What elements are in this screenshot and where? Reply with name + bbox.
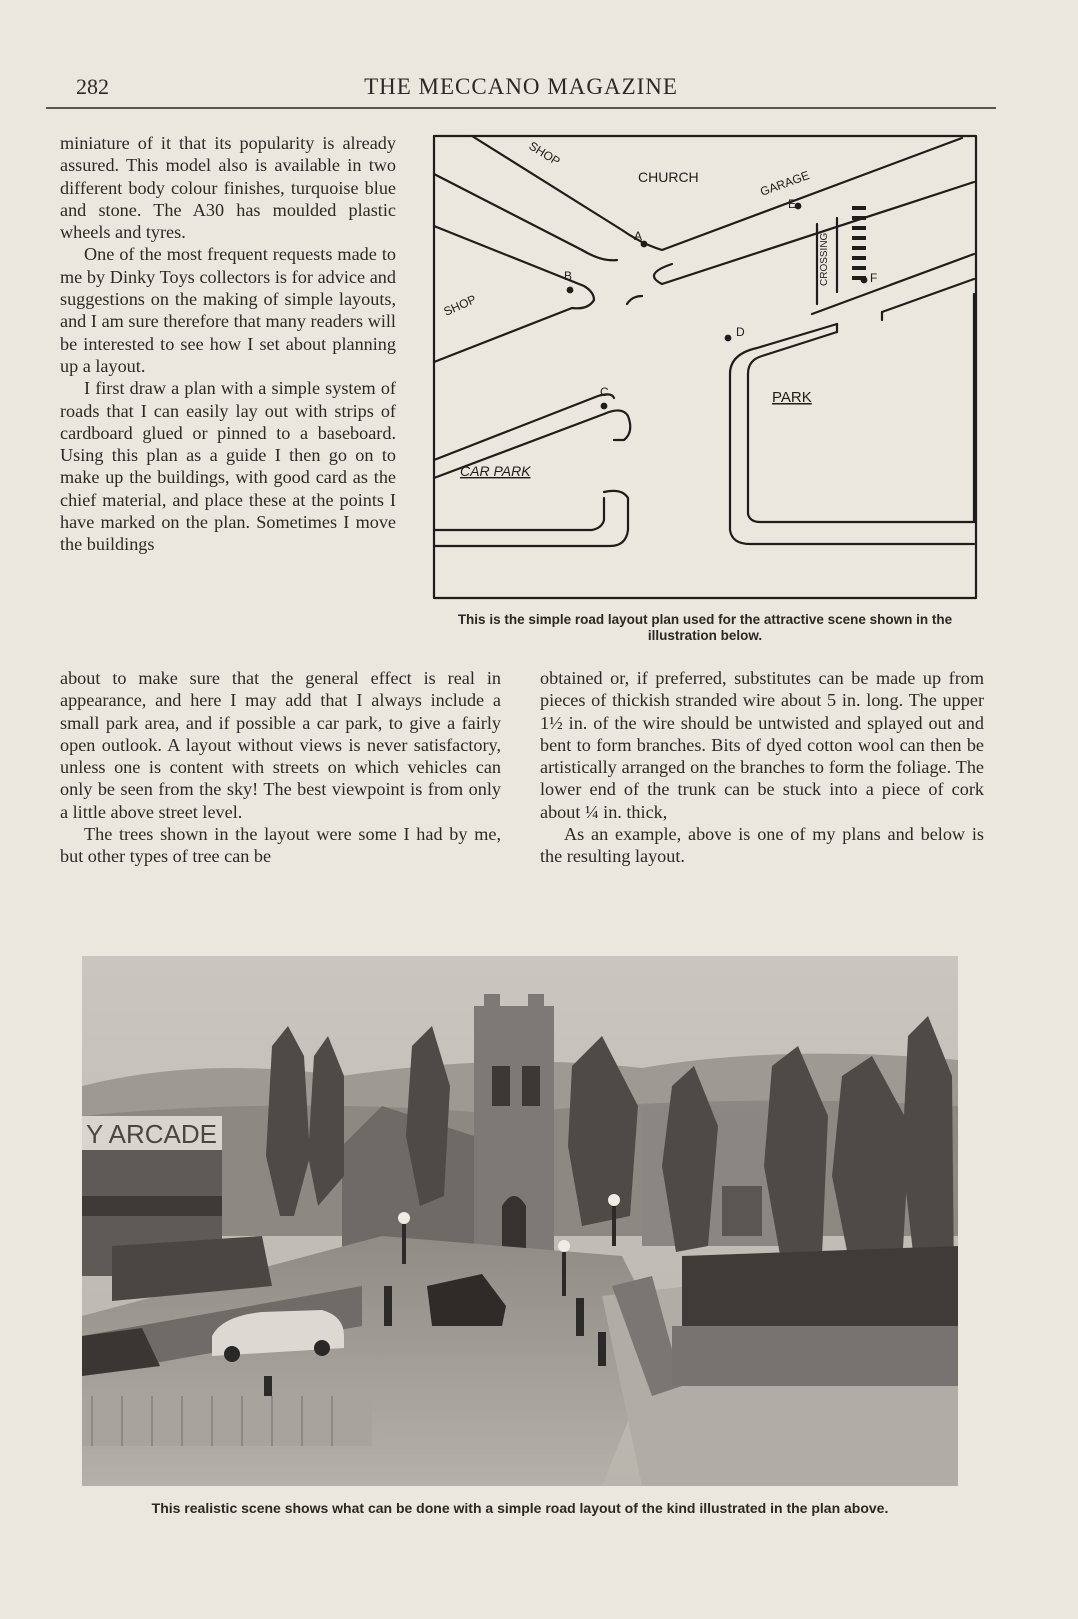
- plan-label-park: PARK: [772, 389, 812, 406]
- article-column-left: [60, 667, 501, 868]
- plan-label-shop-left: SHOP: [441, 292, 479, 319]
- layout-photo: [82, 956, 958, 1486]
- plan-point-b: B: [564, 269, 573, 283]
- paragraph: about to make sure that the general effect is real in appearance, and here I may add that I always include a small park area, and if possible a car park, to give a fairly open outlook. A layout without views is never satisfactory, unless one is content with streets on which vehicles can only be seen from the sky! The best viewpoint is from only a little above street level.: [60, 668, 501, 822]
- plan-label-car-park: CAR PARK: [460, 463, 531, 479]
- article-column-right: [540, 667, 984, 868]
- plan-point-f: F: [870, 271, 878, 285]
- article-column-top: [60, 132, 396, 556]
- plan-point-c: C: [600, 385, 609, 399]
- plan-caption: This is the simple road layout plan used for the attractive scene shown in the illustration below.: [457, 612, 953, 643]
- paragraph: As an example, above is one of my plans and below is the resulting layout.: [540, 824, 984, 867]
- arcade-sign: Y ARCADE: [86, 1119, 218, 1149]
- header-divider: [46, 107, 996, 109]
- plan-point-e: E: [788, 197, 797, 211]
- paragraph: The trees shown in the layout were some I had by me, but other types of tree can be: [60, 824, 501, 867]
- plan-label-garage: GARAGE: [758, 168, 812, 199]
- paragraph: obtained or, if preferred, substitutes can be made up from pieces of thickish stranded wire about 5 in. long. The upper 1½ in. of the wire should be untwisted and splayed out and bent to form branches. Bits of dyed cotton wool can then be artistically arranged on the branches to form the foliage. The lower end of the trunk can be stuck into a piece of cork about ¼ in. thick,: [540, 668, 984, 822]
- page-number: 282: [76, 74, 109, 99]
- paragraph: One of the most frequent requests made to me by Dinky Toys collectors is for advice and suggestions on the making of simple layouts, and I am sure therefore that many readers will be interested to see how I set about planning up a layout.: [60, 244, 396, 376]
- plan-label-shop-top: SHOP: [526, 138, 563, 169]
- plan-label-church: CHURCH: [638, 169, 699, 185]
- page-header: [46, 70, 996, 108]
- paragraph: miniature of it that its popularity is already assured. This model also is available in two different body colour finishes, turquoise blue and stone. The A30 has moulded plastic wheels and tyres.: [60, 133, 396, 243]
- paragraph: I first draw a plan with a simple system of roads that I can easily lay out with strips of cardboard glued or pinned to a baseboard. Using this plan as a guide I then go on to make up the buildings, with good card as the chief material, and place these at the points I have marked on the plan. Sometimes I move the buildings: [60, 378, 396, 555]
- road-layout-plan: [432, 134, 980, 604]
- plan-label-crossing: CROSSING: [819, 232, 830, 286]
- plan-point-d: D: [736, 325, 745, 339]
- plan-point-a: A: [634, 229, 643, 243]
- magazine-title: THE MECCANO MAGAZINE: [364, 74, 678, 99]
- photo-caption: This realistic scene shows what can be done with a simple road layout of the kind illustrated in the plan above.: [151, 1500, 889, 1516]
